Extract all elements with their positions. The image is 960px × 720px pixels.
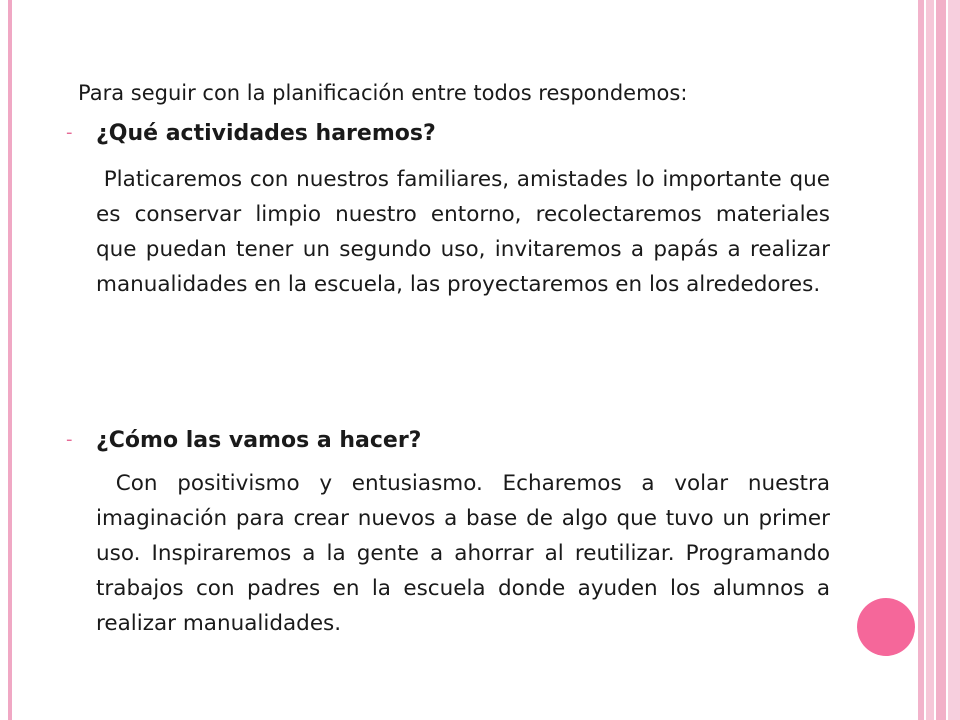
question-2 <box>66 425 421 456</box>
right-decorative-stripe <box>936 0 946 720</box>
answer-2-text: Con positivismo y entusiasmo. Echaremos a volar nuestra imaginación para crear nuevos a base de algo que tuvo un primer uso. Inspiraremos a la gente a ahorrar al reutilizar. Programando trabajos con padres en la escuela donde ayuden los alumnos a realizar manualidades. <box>96 471 830 636</box>
question-1 <box>66 118 436 149</box>
right-decorative-stripe <box>926 0 934 720</box>
bullet-dash-icon: - <box>66 429 73 450</box>
question-1-text: ¿Qué actividades haremos? <box>96 121 436 146</box>
pink-circle-decoration <box>857 598 915 656</box>
answer-1 <box>96 162 830 302</box>
right-decorative-stripe <box>948 0 960 720</box>
right-decorative-stripe <box>918 0 924 720</box>
answer-2 <box>96 466 830 641</box>
bullet-dash-icon: - <box>66 122 73 143</box>
question-2-text: ¿Cómo las vamos a hacer? <box>96 428 422 453</box>
answer-1-text: Platicaremos con nuestros familiares, amistades lo importante que es conservar limpio nuestro entorno, recolectaremos materiales que puedan tener un segundo uso, invitaremos a papás a realizar manualidades en la escuela, las proyectaremos en los alrededores. <box>96 167 830 297</box>
left-border-line <box>8 0 12 720</box>
intro-text: Para seguir con la planificación entre todos respondemos: <box>78 81 688 105</box>
